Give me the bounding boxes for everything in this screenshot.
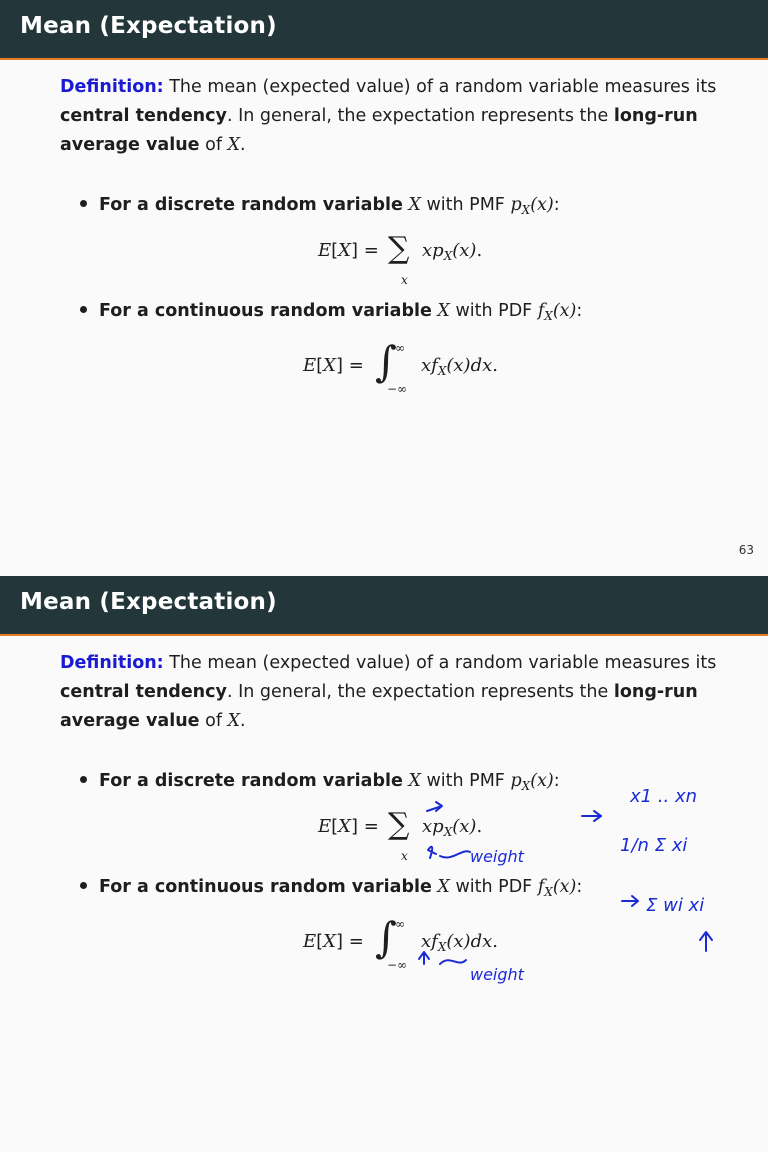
slide-title: Mean (Expectation) bbox=[20, 13, 277, 39]
discrete-mean-formula: E[X] = ∑ x $xp_X(x)$. bbox=[318, 807, 483, 863]
definition-paragraph bbox=[60, 73, 720, 160]
definition-text: . In general, the expectation represents the bbox=[226, 682, 614, 702]
bullet-continuous: For a continuous random variable X with PDF $f_X(x)$: bbox=[80, 877, 582, 899]
variable-x: X bbox=[227, 135, 241, 155]
page-number: 63 bbox=[738, 543, 754, 557]
bullet-continuous: For a continuous random variable X with PDF $f_X(x)$: bbox=[80, 301, 582, 323]
continuous-mean-formula: E[X] = ∫ ∞ −∞ $xf_X(x)dx$. bbox=[303, 913, 498, 972]
bullet-text: with PMF bbox=[420, 195, 511, 215]
bullet-label: For a continuous random variable bbox=[99, 301, 432, 321]
bullet-label: For a discrete random variable bbox=[99, 771, 403, 791]
sample-average-notation: 1/n Σ xi bbox=[620, 835, 688, 856]
sample-notation: x1 .. xn bbox=[630, 786, 698, 807]
central-tendency-term: central tendency bbox=[60, 106, 227, 126]
slide-header bbox=[0, 0, 768, 58]
definition-label: Definition: bbox=[60, 77, 164, 97]
bullet-text: with PDF bbox=[449, 301, 538, 321]
variable-x: X bbox=[227, 711, 241, 731]
continuous-mean-formula: E[X] = ∫ ∞ −∞ $xf_X(x)dx$. bbox=[303, 337, 498, 396]
variable-x: X bbox=[408, 771, 421, 791]
bullet-discrete: For a discrete random variable X with PMF $p_X(x)$: bbox=[80, 771, 560, 793]
long-run-term: long-run average value bbox=[60, 106, 698, 155]
discrete-mean-formula: E[X] = ∑ x $xp_X(x)$. bbox=[318, 231, 483, 287]
definition-text: of bbox=[199, 135, 228, 155]
pdf-symbol: $f_X(x)$ bbox=[537, 877, 577, 899]
bullet-label: For a continuous random variable bbox=[99, 877, 432, 897]
pmf-symbol: $p_X(x)$ bbox=[510, 195, 554, 217]
handwritten-annotations bbox=[0, 576, 768, 1152]
weighted-sum-notation: Σ wi xi bbox=[646, 895, 705, 916]
definition-text: . In general, the expectation represents the bbox=[226, 106, 614, 126]
bullet-dot bbox=[80, 200, 87, 207]
definition-text: . bbox=[240, 135, 246, 155]
slide-annotated bbox=[0, 576, 768, 1152]
header-accent-line bbox=[0, 58, 768, 60]
definition-text: . bbox=[240, 711, 246, 731]
central-tendency-term: central tendency bbox=[60, 682, 227, 702]
weight-note-2: weight bbox=[470, 965, 524, 984]
definition-text: of bbox=[199, 711, 228, 731]
bullet-text: with PDF bbox=[449, 877, 538, 897]
definition-text: The mean (expected value) of a random variable measures its bbox=[163, 77, 717, 97]
variable-x: X bbox=[437, 301, 450, 321]
definition-text: The mean (expected value) of a random variable measures its bbox=[163, 653, 717, 673]
slide-title: Mean (Expectation) bbox=[20, 589, 277, 615]
pmf-symbol: $p_X(x)$ bbox=[510, 771, 554, 793]
variable-x: X bbox=[437, 877, 450, 897]
ink-arrows bbox=[419, 802, 712, 964]
weight-note-1: weight bbox=[470, 847, 524, 866]
bullet-label: For a discrete random variable bbox=[99, 195, 403, 215]
long-run-term: long-run average value bbox=[60, 682, 698, 731]
variable-x: X bbox=[408, 195, 421, 215]
bullet-dot bbox=[80, 306, 87, 313]
bullet-discrete: For a discrete random variable X with PMF $p_X(x)$: bbox=[80, 195, 560, 217]
bullet-text: with PMF bbox=[420, 771, 511, 791]
definition-label: Definition: bbox=[60, 653, 164, 673]
pdf-symbol: $f_X(x)$ bbox=[537, 301, 577, 323]
